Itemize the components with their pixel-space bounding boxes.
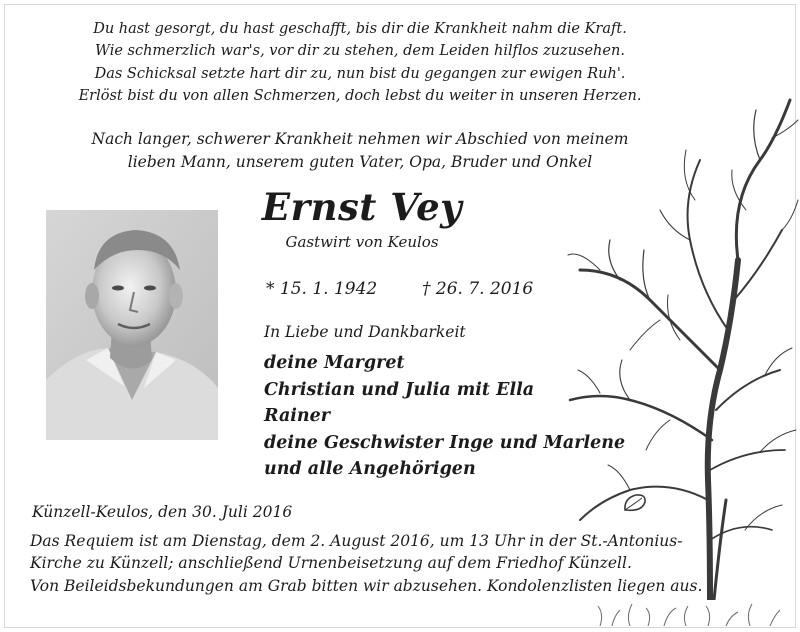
portrait-image	[46, 210, 218, 440]
deceased-name: Ernst Vey	[261, 185, 463, 229]
mourner: Christian und Julia mit Ella	[264, 379, 535, 400]
birth-date: * 15. 1. 1942	[266, 279, 378, 299]
notice-line: Von Beileidsbekundungen am Grab bitten wir abzusehen. Kondolenzlisten liegen aus.	[30, 576, 703, 595]
poem-line: Das Schicksal setzte hart dir zu, nun bist du gegangen zur ewigen Ruh'.	[94, 65, 626, 82]
intro-line: Nach langer, schwerer Krankheit nehmen wir Abschied von meinem	[91, 130, 629, 148]
poem-line: Erlöst bist du von allen Schmerzen, doch lebst du weiter in unseren Herzen.	[78, 88, 642, 105]
gratitude-line: In Liebe und Dankbarkeit	[264, 323, 466, 341]
portrait-photo	[46, 210, 218, 440]
poem-line: Du hast gesorgt, du hast geschafft, bis dir die Krankheit nahm die Kraft.	[93, 21, 627, 37]
place-and-date: Künzell-Keulos, den 30. Juli 2016	[32, 503, 293, 521]
bare-tree-icon	[560, 80, 800, 600]
death-date: † 26. 7. 2016	[422, 279, 534, 299]
falling-leaf-icon	[622, 492, 648, 514]
mourner: deine Margret	[264, 353, 405, 373]
intro-line: lieben Mann, unserem guten Vater, Opa, Bruder und Onkel	[127, 152, 593, 171]
mourner: deine Geschwister Inge und Marlene	[264, 432, 626, 453]
deceased-occupation: Gastwirt von Keulos	[285, 233, 439, 251]
mourner: Rainer	[264, 406, 331, 427]
poem-line: Wie schmerzlich war's, vor dir zu stehen, dem Leiden hilflos zuzusehen.	[95, 43, 625, 60]
grass-decoration	[590, 596, 790, 626]
notice-line: Das Requiem ist am Dienstag, dem 2. August 2016, um 13 Uhr in der St.-Antonius-	[30, 532, 683, 550]
notice-line: Kirche zu Künzell; anschließend Urnenbeisetzung auf dem Friedhof Künzell.	[30, 554, 632, 573]
mourner: und alle Angehörigen	[264, 459, 476, 480]
